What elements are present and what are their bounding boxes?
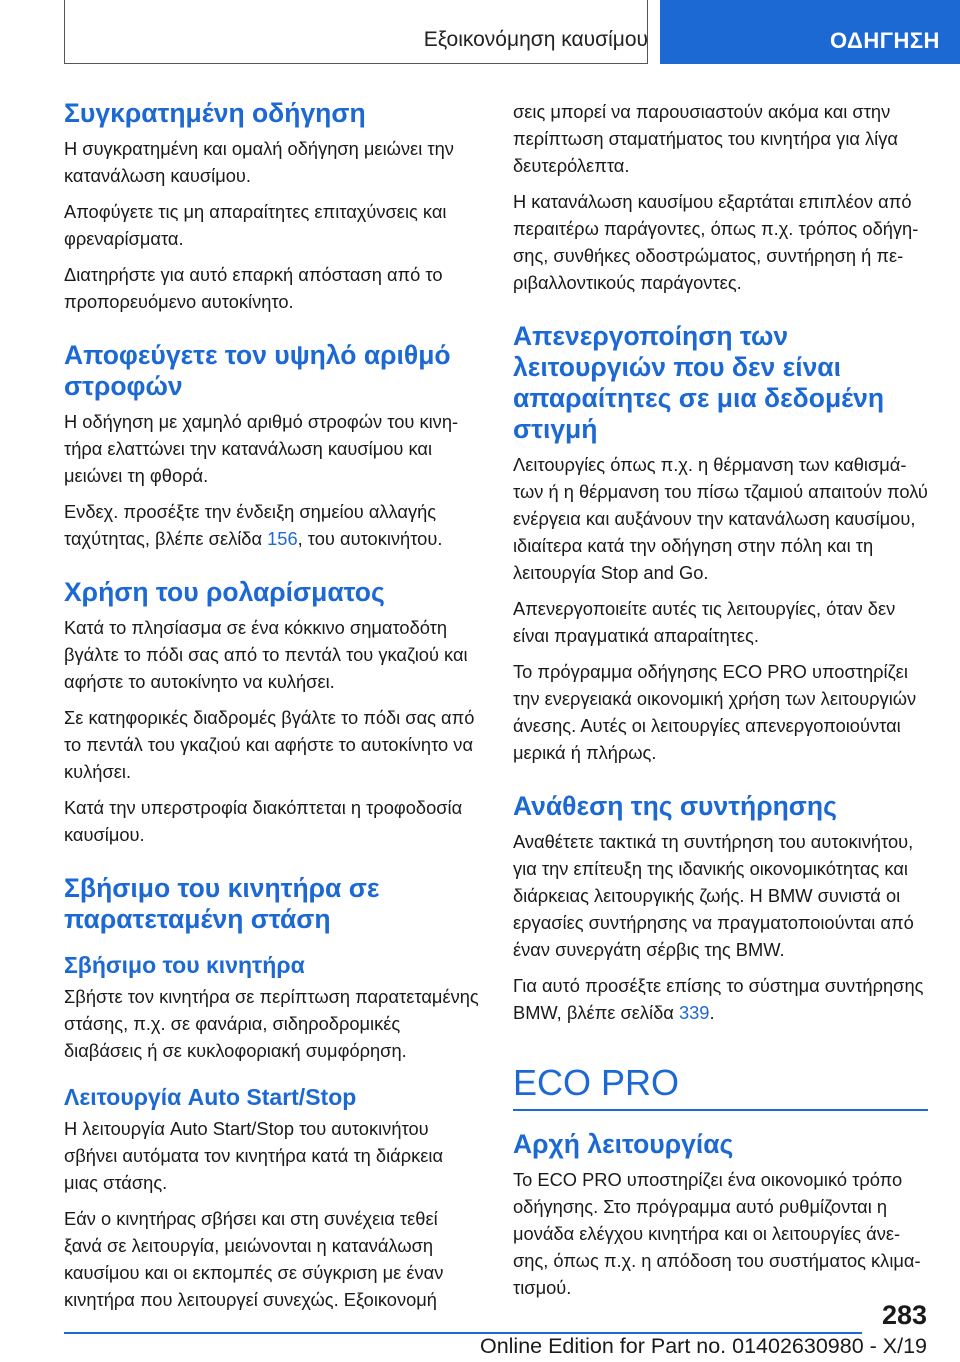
paragraph: Η συγκρατημένη και ομαλή οδήγηση μειώνει την κατανάλωση καυσίμου. — [64, 138, 454, 186]
paragraph: Απενεργοποιείτε αυτές τις λειτουργίες, όταν δεν είναι πραγματικά απαραίτητες. — [513, 598, 896, 646]
paragraph: Η κατανάλωση καυσίμου εξαρτάται επιπλέον από περαιτέρω παράγοντες, όπως π.χ. τρόπος οδήγησης, συνθήκες οδοστρώματος, συντήρηση ή περιβαλλοντικούς παράγοντες. — [513, 191, 919, 293]
heading-maintenance: Ανάθεση της συντήρησης — [513, 791, 837, 821]
paragraph-with-link — [513, 972, 928, 1026]
text: , του αυτοκινήτου. — [297, 528, 443, 549]
paragraph: Αναθέτετε τακτικά τη συντήρηση του αυτοκινήτου, για την επίτευξη της ιδανικής οικονομικότητας και διάρκειας λειτουργικής ζωής. Η BMW συνιστά οι εργασίες συντήρησης να πραγματοποιούνται από έναν συνεργάτη σέρβις της BMW. — [513, 831, 914, 960]
paragraph-with-link — [64, 498, 479, 552]
paragraph: Κατά την υπερστροφία διακόπτεται η τροφοδοσία καυσίμου. — [64, 797, 463, 845]
paragraph: Το ECO PRO υποστηρίζει ένα οικονομικό τρόπο οδήγησης. Στο πρόγραμμα αυτό ρυθμίζονται η μονάδα ελέγχου κινητήρα και οι λειτουργίες άνεσης, όπως π.χ. η απόδοση του συστήματος κλιματισμού. — [513, 1169, 921, 1298]
paragraph: Η λειτουργία Auto Start/Stop του αυτοκινήτου σβήνει αυτόματα τον κινητήρα κατά τη διάρκεια μιας στάσης. — [64, 1118, 444, 1193]
paragraph: Αποφύγετε τις μη απαραίτητες επιταχύνσεις και φρεναρίσματα. — [64, 201, 447, 249]
header-section-title: Εξοικονόμηση καυσίμου — [423, 28, 648, 51]
paragraph: Η οδήγηση με χαμηλό αριθμό στροφών του κινητήρα ελαττώνει την κατανάλωση καυσίμου και μειώνει τη φθορά. — [64, 411, 459, 486]
paragraph: Σε κατηφορικές διαδρομές βγάλτε το πόδι σας από το πεντάλ του γκαζιού και αφήστε το αυτοκίνητο να κυλήσει. — [64, 707, 475, 782]
chapter-title-eco-pro: ECO PRO — [513, 1061, 928, 1111]
text: . — [709, 1002, 715, 1023]
text: Ενδεχ. προσέξτε την ένδειξη σημείου αλλαγής ταχύτητας, βλέπε σελίδα — [64, 501, 437, 549]
subheading-engine-off: Σβήσιμο του κινητήρα — [64, 952, 305, 978]
heading-coasting: Χρήση του ρολαρίσματος — [64, 577, 385, 607]
page-link-156[interactable]: 156 — [267, 528, 298, 549]
heading-engine-off-long-stop: Σβήσιμο του κινητήρα σε παρατεταμένη στάση — [64, 873, 380, 934]
paragraph: Λειτουργίες όπως π.χ. η θέρμανση των καθισμάτων ή η θέρμανση του πίσω τζαμιού απαιτούν πολύ ενέργεια και αυξάνουν την κατανάλωση καυσίμου, ιδιαίτερα κατά την οδήγηση στην πόλη και τη λειτουργία Stop and Go. — [513, 454, 928, 583]
heading-principle: Αρχή λειτουργίας — [513, 1129, 734, 1159]
paragraph: Διατηρήστε για αυτό επαρκή απόσταση από το προπορευόμενο αυτοκίνητο. — [64, 264, 443, 312]
page-number: 283 — [881, 1300, 927, 1330]
heading-disable-functions: Απενεργοποίηση των λειτουργιών που δεν είναι απαραίτητες σε μια δεδομένη στιγμή — [513, 321, 885, 444]
paragraph: Το πρόγραμμα οδήγησης ECO PRO υποστηρίζει την ενεργειακά οικονομική χρήση των λειτουργιών άνεσης. Αυτές οι λειτουργίες απενεργοποιούνται μερικά ή πλήρως. — [513, 661, 917, 763]
paragraph: Εάν ο κινητήρας σβήσει και στη συνέχεια τεθεί ξανά σε λειτουργία, μειώνονται η κατανάλωση καυσίμου και οι εκπομπές σε σύγκριση με έναν κινητήρα που λειτουργεί συνεχώς. Εξοικονομή — [64, 1208, 444, 1310]
subheading-auto-start-stop: Λειτουργία Auto Start/Stop — [64, 1084, 357, 1110]
heading-avoid-high-rpm: Αποφεύγετε τον υψηλό αριθμό στροφών — [64, 340, 451, 401]
text: Για αυτό προσέξτε επίσης το σύστημα συντήρησης BMW, βλέπε σελίδα — [513, 975, 924, 1023]
page-link-339[interactable]: 339 — [678, 1002, 710, 1023]
chapter-tab[interactable]: ΟΔΗΓΗΣΗ — [660, 0, 960, 64]
footer-edition-text: Online Edition for Part no. 01402630980 - X/19 — [479, 1334, 927, 1358]
paragraph: Κατά το πλησίασμα σε ένα κόκκινο σηματοδότη βγάλτε το πόδι σας από το πεντάλ του γκαζιού και αφήστε το αυτοκίνητο να κυλήσει. — [64, 617, 468, 692]
left-column — [64, 98, 479, 1322]
heading-restrained-driving: Συγκρατημένη οδήγηση — [64, 98, 366, 128]
paragraph: Σβήστε τον κινητήρα σε περίπτωση παρατεταμένης στάσης, π.χ. σε φανάρια, σιδηροδρομικές διαβάσεις ή σε κυκλοφοριακή συμφόρηση. — [64, 986, 479, 1061]
paragraph: σεις μπορεί να παρουσιαστούν ακόμα και στην περίπτωση σταματήματος του κινητήρα για λίγα δευτερόλεπτα. — [513, 101, 898, 176]
right-column — [513, 98, 928, 1310]
